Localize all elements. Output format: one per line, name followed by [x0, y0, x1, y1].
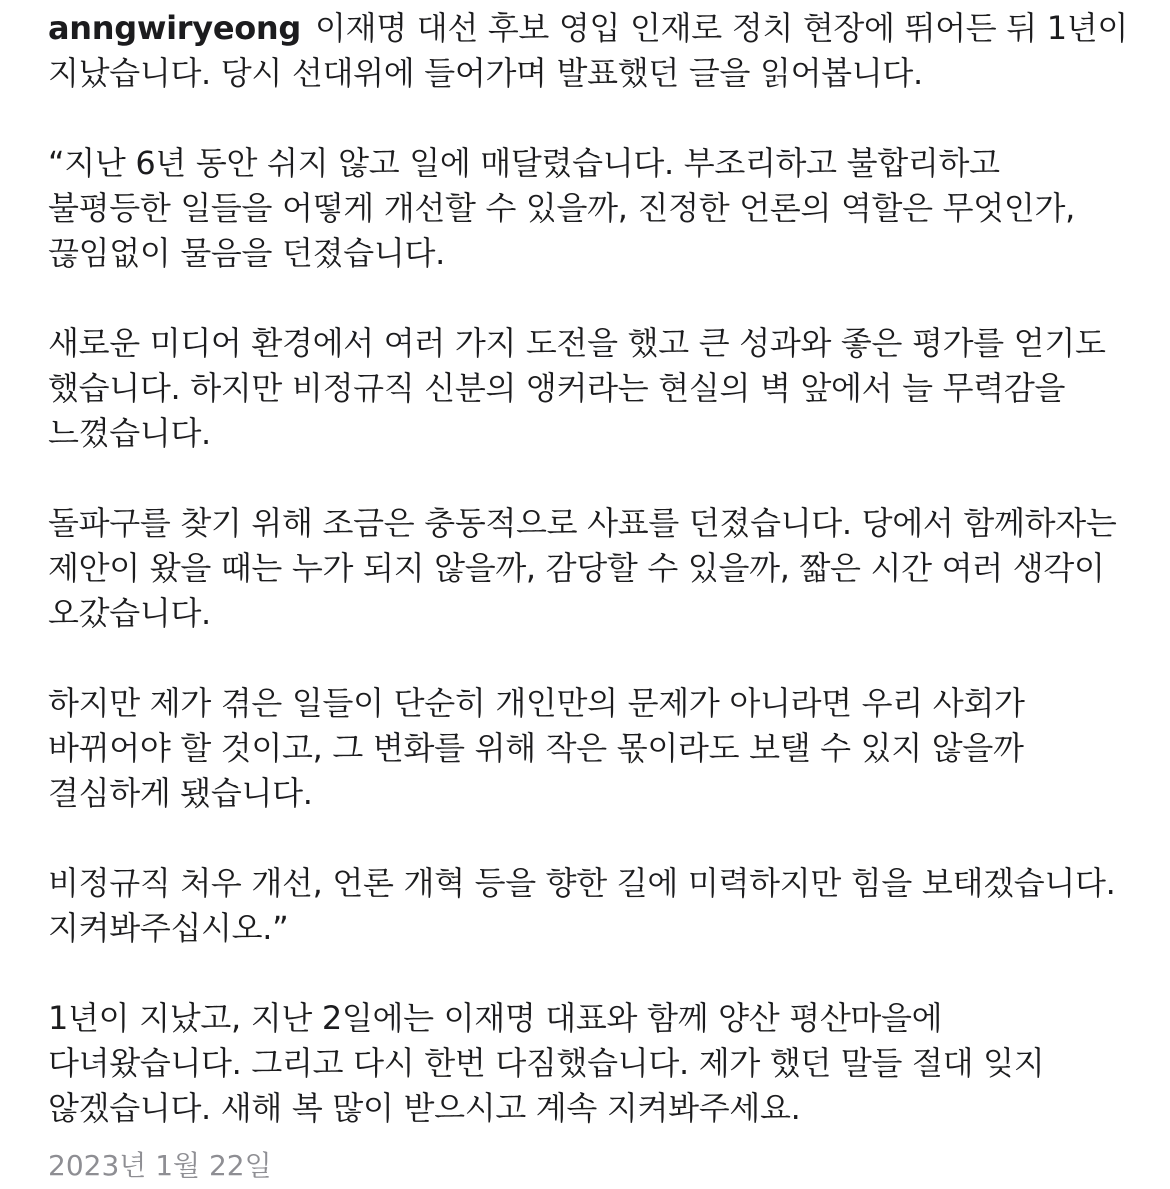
caption-paragraph-3: 새로운 미디어 환경에서 여러 가지 도전을 했고 큰 성과와 좋은 평가를 얻기도 했습니다. 하지만 비정규직 신분의 앵커라는 현실의 벽 앞에서 늘 무력감을 느꼈습니다. — [48, 324, 1116, 452]
caption-paragraph-5: 하지만 제가 겪은 일들이 단순히 개인만의 문제가 아니라면 우리 사회가 바뀌어야 할 것이고, 그 변화를 위해 작은 몫이라도 보탤 수 있지 않을까 결심하게 됐습니다. — [48, 684, 1035, 812]
post-caption — [48, 6, 1138, 1176]
post-date: 2023년 1월 22일 — [48, 1149, 272, 1182]
username-link[interactable]: anngwiryeong — [48, 9, 302, 47]
caption-paragraph-7: 1년이 지났고, 지난 2일에는 이재명 대표와 함께 양산 평산마을에 다녀왔습니다. 그리고 다시 한번 다짐했습니다. 제가 했던 말들 절대 잊지 않겠습니다. 새해 복 많이 받으시고 계속 지켜봐주세요. — [48, 999, 1055, 1127]
caption-paragraph-4: 돌파구를 찾기 위해 조금은 충동적으로 사표를 던졌습니다. 당에서 함께하자는 제안이 왔을 때는 누가 되지 않을까, 감당할 수 있을까, 짧은 시간 여러 생각이 오갔습니다. — [48, 504, 1127, 632]
caption-paragraph-2: “지난 6년 동안 쉬지 않고 일에 매달렸습니다. 부조리하고 불합리하고 불평등한 일들을 어떻게 개선할 수 있을까, 진정한 언론의 역할은 무엇인가, 끊임없이 물음을 던졌습니다. — [48, 144, 1085, 272]
caption-paragraph-text: 이재명 대선 후보 영입 인재로 정치 현장에 뛰어든 뒤 1년이 지났습니다. 당시 선대위에 들어가며 발표했던 글을 읽어봅니다. — [48, 9, 1138, 92]
caption-text — [48, 6, 1138, 1131]
caption-paragraph-1 — [48, 6, 1138, 96]
caption-paragraph-6: 비정규직 처우 개선, 언론 개혁 등을 향한 길에 미력하지만 힘을 보태겠습니다. 지켜봐주십시오.” — [48, 864, 1126, 947]
